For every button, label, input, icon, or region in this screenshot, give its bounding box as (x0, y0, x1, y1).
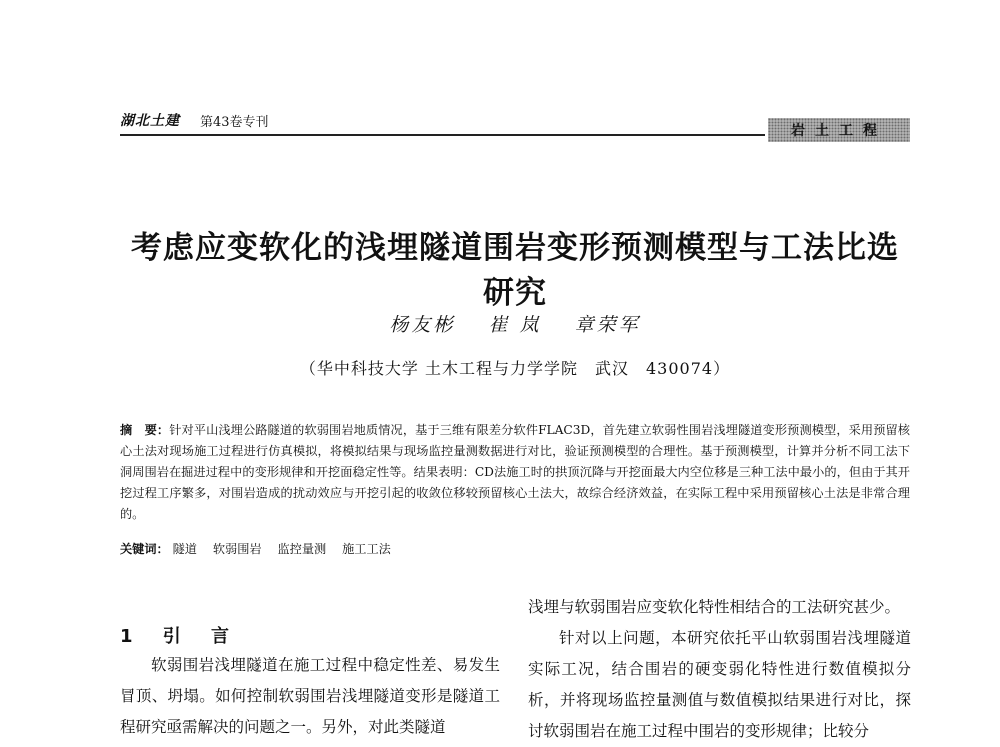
header-rule (120, 134, 765, 136)
affiliation: （华中科技大学 土木工程与力学学院 武汉 430074） (299, 359, 731, 378)
abstract-text: 针对平山浅埋公路隧道的软弱围岩地质情况，基于三维有限差分软件FLAC3D，首先建立软弱性围岩浅埋隧道变形预测模型，采用预留核心土法对现场施工过程进行仿真模拟，将模拟结果与现场监控量测数据进行对比，验证预测模型的合理性。基于预测模型，计算并分析不同工法下洞周围岩在掘进过程中的变形规律和开挖面稳定性等。结果表明：CD法施工时的拱顶沉降与开挖面最大内空位移是三种工法中最小的，但由于其开挖过程工序繁多，对围岩造成的扰动效应与开挖引起的收敛位移较预留核心土法大，故综合经济效益，在实际工程中采用预留核心土法是非常合理的。 (120, 423, 910, 521)
author-list (120, 310, 910, 337)
running-header (120, 108, 910, 142)
section-badge: 岩土工程 (768, 118, 910, 142)
keyword: 隧道 (172, 542, 197, 556)
issue-label: 第43卷专刊 (200, 115, 269, 130)
paper-title: 考虑应变软化的浅埋隧道围岩变形预测模型与工法比选研究 (131, 230, 899, 311)
keyword: 监控量测 (277, 542, 327, 556)
author-name: 章荣军 (574, 314, 641, 336)
paragraph: 针对以上问题，本研究依托平山软弱围岩浅埋隧道实际工况，结合围岩的硬变弱化特性进行数值模拟分析，并将现场监控量测值与数值模拟结果进行对比，探讨软弱围岩在施工过程中围岩的变形规律；比较分 (528, 629, 911, 740)
paragraph: 浅埋与软弱围岩应变软化特性相结合的工法研究甚少。 (528, 598, 901, 616)
author-name: 杨友彬 (389, 314, 456, 336)
section-heading: 1 引 言 (120, 626, 242, 647)
journal-name: 湖北土建 (120, 113, 180, 129)
keyword: 施工工法 (342, 542, 391, 556)
right-column (528, 592, 911, 747)
keyword: 软弱围岩 (212, 542, 262, 556)
keywords (120, 540, 910, 557)
left-column (120, 650, 500, 743)
abstract-label: 摘 要： (120, 423, 170, 437)
paragraph: 软弱围岩浅埋隧道在施工过程中稳定性差、易发生冒顶、坍塌。如何控制软弱围岩浅埋隧道变形是隧道工程研究亟需解决的问题之一。另外，对此类隧道 (120, 656, 500, 736)
abstract (120, 420, 910, 525)
keywords-label: 关键词： (120, 542, 169, 556)
author-name: 崔 岚 (488, 314, 542, 336)
